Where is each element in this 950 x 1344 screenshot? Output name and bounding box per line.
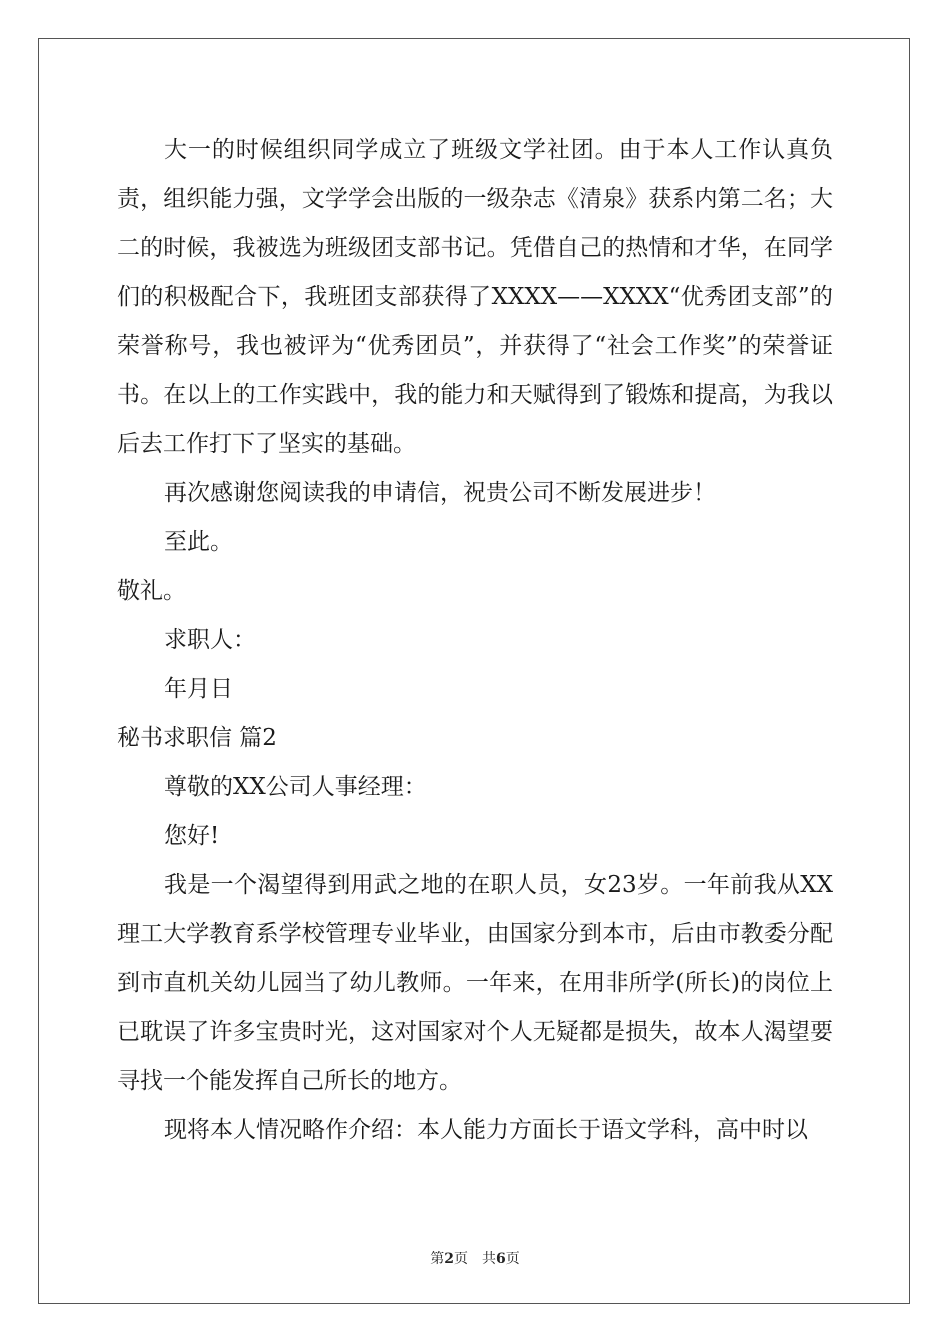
paragraph-thanks: 再次感谢您阅读我的申请信，祝贵公司不断发展进步！ [164,480,716,506]
section-heading: 秘书求职信 篇2 [117,725,277,751]
paragraph-situation: 现将本人情况略作介绍：本人能力方面长于语文学科，高中时以 [164,1117,808,1143]
paragraph-hello: 您好! [164,823,220,849]
paragraph-closing: 至此。 [164,529,233,555]
footer-total-prefix: 共 [482,1251,496,1267]
paragraph-greeting-addressee: 尊敬的XX公司人事经理： [164,774,427,800]
document-body [117,126,833,1155]
paragraph-date: 年月日 [164,676,233,702]
paragraph-activities: 大一的时候组织同学成立了班级文学社团。由于本人工作认真负责，组织能力强，文学学会出版的一级杂志《清泉》获系内第二名；大二的时候，我被选为班级团支部书记。凭借自己的热情和才华，在同学们的积极配合下，我班团支部获得了XXXX——XXXX“优秀团支部”的荣誉称号，我也被评为“优秀团员”，并获得了“社会工作奖”的荣誉证书。在以上的工作实践中，我的能力和天赋得到了锻炼和提高，为我以后去工作打下了坚实的基础。 [117,137,833,457]
footer-page-suffix: 页 [454,1251,468,1267]
footer-page-number: 2 [444,1251,454,1267]
footer-page-prefix: 第 [430,1251,445,1267]
paragraph-salute: 敬礼。 [117,578,186,604]
paragraph-introduction: 我是一个渴望得到用武之地的在职人员，女23岁。一年前我从XX理工大学教育系学校管理专业毕业，由国家分到本市，后由市教委分配到市直机关幼儿园当了幼儿教师。一年来，在用非所学(所长)的岗位上已耽误了许多宝贵时光，这对国家对个人无疑都是损失，故本人渴望要寻找一个能发挥自己所长的地方。 [117,872,833,1094]
page-footer [0,1248,950,1268]
footer-total-suffix: 页 [505,1251,520,1267]
paragraph-applicant: 求职人： [164,627,256,653]
footer-total-pages: 6 [496,1251,506,1267]
